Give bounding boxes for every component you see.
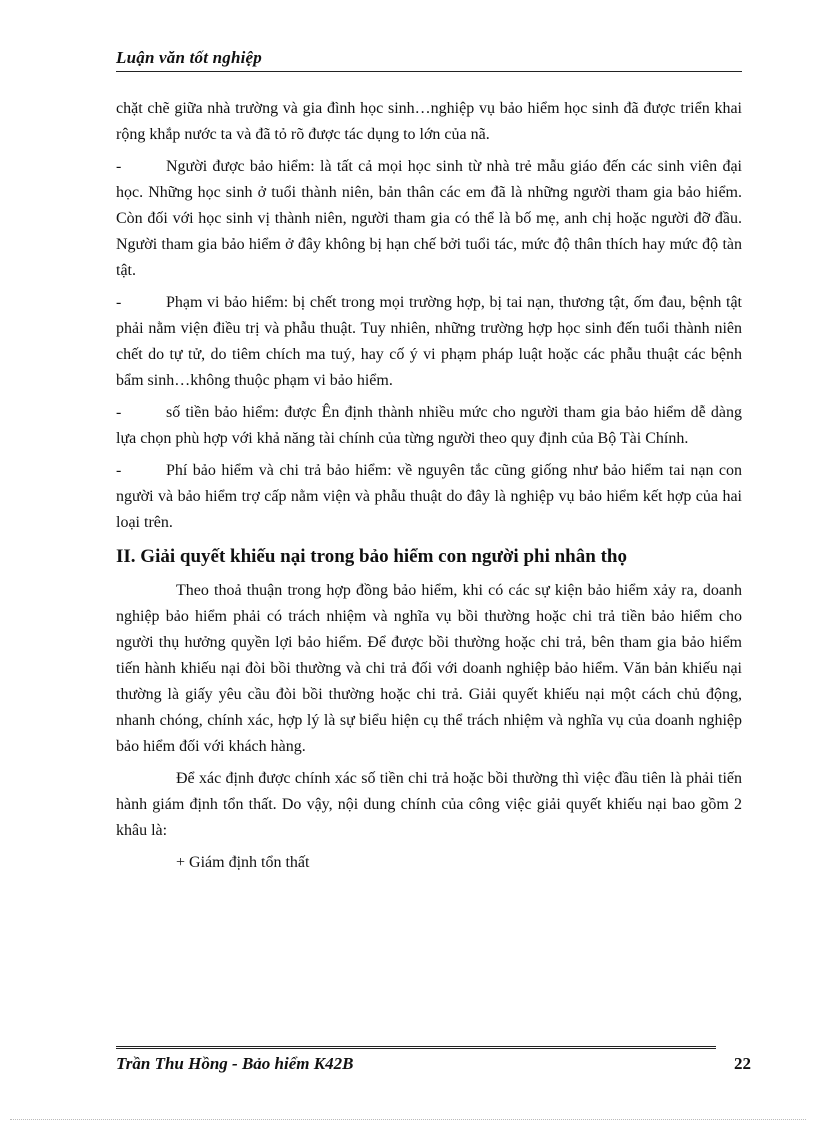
page-number: 22	[734, 1054, 751, 1073]
body-paragraph: Để xác định được chính xác số tiền chi trả hoặc bồi thường thì việc đầu tiên là phải tiến hành giám định tổn thất. Do vậy, nội dung chính của công việc giải quyết khiếu nại bao gồm 2 khâu là:	[116, 770, 742, 839]
bullet-item	[116, 154, 742, 284]
bullet-dash: -	[116, 294, 122, 311]
footer-author: Trần Thu Hồng - Bảo hiểm K42B	[116, 1054, 354, 1073]
section-heading: II. Giải quyết khiếu nại trong bảo hiểm con người phi nhân thọ	[116, 546, 627, 567]
sub-item: + Giám định tổn thất	[176, 854, 310, 871]
header-title: Luận văn tốt nghiệp	[116, 48, 262, 67]
document-body	[116, 96, 742, 882]
page-edge-divider	[10, 1119, 806, 1120]
page-header	[116, 48, 742, 72]
bullet-dash: -	[116, 404, 122, 421]
bullet-item	[116, 458, 742, 536]
bullet-item	[116, 400, 742, 452]
bullet-dash: -	[116, 158, 122, 175]
bullet-dash: -	[116, 462, 122, 479]
bullet-text: Người được bảo hiểm: là tất cả mọi học sinh từ nhà trẻ mẫu giáo đến các sinh viên đại học. Những học sinh ở tuổi thành niên, bản thân các em đã là những người tham gia bảo hiểm. Còn đối với học sinh vị thành niên, người tham gia có thể là bố mẹ, anh chị hoặc người đỡ đầu. Người tham gia bảo hiểm ở đây không bị hạn chế bởi tuổi tác, mức độ thân thích hay mức độ tàn tật.	[116, 158, 742, 279]
intro-paragraph: chặt chẽ giữa nhà trường và gia đình học sinh…nghiệp vụ bảo hiểm học sinh đã được triển khai rộng khắp nước ta và đã tỏ rõ được tác dụng to lớn của nã.	[116, 100, 742, 143]
bullet-text: Phạm vi bảo hiểm: bị chết trong mọi trường hợp, bị tai nạn, thương tật, ốm đau, bệnh tật phải nằm viện điều trị và phẫu thuật. Tuy nhiên, những trường hợp học sinh đến tuổi thành niên chết do tự tử, do tiêm chích ma tuý, hay cố ý vi phạm pháp luật hoặc các phẫu thuật các bệnh bẩm sinh…không thuộc phạm vi bảo hiểm.	[116, 294, 742, 389]
bullet-text: số tiền bảo hiểm: được Ên định thành nhiều mức cho người tham gia bảo hiểm dễ dàng lựa chọn phù hợp với khả năng tài chính của từng người theo quy định của Bộ Tài Chính.	[116, 404, 742, 447]
footer-divider	[116, 1046, 716, 1049]
body-paragraph: Theo thoả thuận trong hợp đồng bảo hiểm, khi có các sự kiện bảo hiểm xảy ra, doanh nghiệp bảo hiểm phải có trách nhiệm và nghĩa vụ bồi thường hoặc chi trả tiền bảo hiểm cho người thụ hưởng quyền lợi bảo hiểm. Để được bồi thường hoặc chi trả, bên tham gia bảo hiểm tiến hành khiếu nại đòi bồi thường và chi trả đối với doanh nghiệp bảo hiểm. Văn bản khiếu nại thường là giấy yêu cầu đòi bồi thường hoặc chi trả. Giải quyết khiếu nại một cách chủ động, nhanh chóng, chính xác, hợp lý là sự biểu hiện cụ thể trách nhiệm và nghĩa vụ của doanh nghiệp bảo hiểm đối với khách hàng.	[116, 582, 742, 755]
bullet-text: Phí bảo hiểm và chi trả bảo hiểm: về nguyên tắc cũng giống như bảo hiểm tai nạn con người và bảo hiểm trợ cấp nằm viện và phẫu thuật do đây là nghiệp vụ bảo hiểm kết hợp của hai loại trên.	[116, 462, 742, 531]
bullet-item	[116, 290, 742, 394]
